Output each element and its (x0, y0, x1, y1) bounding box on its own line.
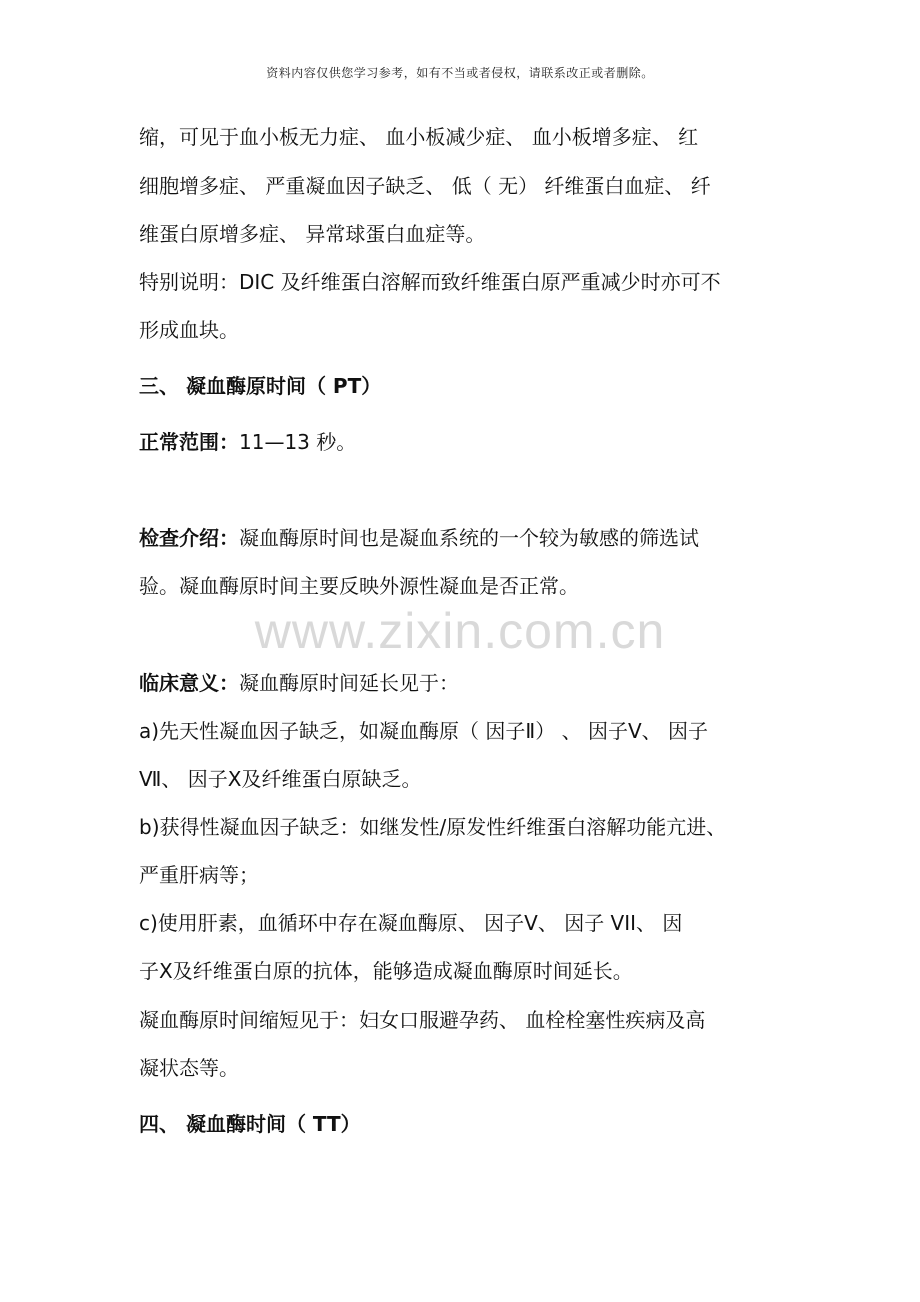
list-item-line: Ⅶ、 因子Ⅹ及纤维蛋白原缺乏。 (139, 767, 422, 791)
special-note-line: 形成血块。 (139, 318, 239, 342)
paragraph-line: 缩，可见于血小板无力症、 血小板减少症、 血小板增多症、 红 (139, 125, 699, 149)
list-item-line: b)获得性凝血因子缺乏：如继发性/原发性纤维蛋白溶解功能亢进、 (139, 815, 727, 839)
normal-range-value: 11—13 秒。 (239, 430, 357, 454)
page-header-notice: 资料内容仅供您学习参考，如有不当或者侵权，请联系改正或者删除。 (266, 66, 654, 80)
intro-line (139, 524, 699, 552)
list-item-line: a)先天性凝血因子缺乏，如凝血酶原（ 因子Ⅱ） 、 因子Ⅴ、 因子 (139, 719, 709, 743)
section-heading: 四、 凝血酶时间（ TT） (139, 1112, 361, 1136)
list-item-line: 子Ⅹ及纤维蛋白原的抗体，能够造成凝血酶原时间延长。 (139, 959, 633, 983)
paragraph-line: 凝血酶原时间缩短见于：妇女口服避孕药、 血栓栓塞性疾病及高 (139, 1008, 706, 1032)
watermark: www.zixin.com.cn (254, 603, 666, 659)
intro-label: 检查介绍： (139, 526, 239, 550)
clinical-label: 临床意义： (139, 671, 239, 695)
list-item-line: c)使用肝素，血循环中存在凝血酶原、 因子Ⅴ、 因子 VII、 因 (139, 911, 683, 935)
intro-line: 验。凝血酶原时间主要反映外源性凝血是否正常。 (139, 574, 579, 598)
normal-range (139, 428, 356, 456)
list-item-line: 严重肝病等； (139, 863, 259, 887)
clinical-text: 凝血酶原时间延长见于： (239, 671, 459, 695)
paragraph-line: 凝状态等。 (139, 1056, 239, 1080)
intro-text: 凝血酶原时间也是凝血系统的一个较为敏感的筛选试 (239, 526, 699, 550)
clinical-line (139, 669, 459, 697)
normal-range-label: 正常范围： (139, 430, 239, 454)
paragraph-line: 维蛋白原增多症、 异常球蛋白血症等。 (139, 222, 486, 246)
section-heading: 三、 凝血酶原时间（ PT） (139, 374, 382, 398)
paragraph-line: 细胞增多症、 严重凝血因子缺乏、 低（ 无） 纤维蛋白血症、 纤 (139, 174, 711, 198)
special-note-line: 特别说明：DIC 及纤维蛋白溶解而致纤维蛋白原严重减少时亦可不 (139, 270, 721, 294)
